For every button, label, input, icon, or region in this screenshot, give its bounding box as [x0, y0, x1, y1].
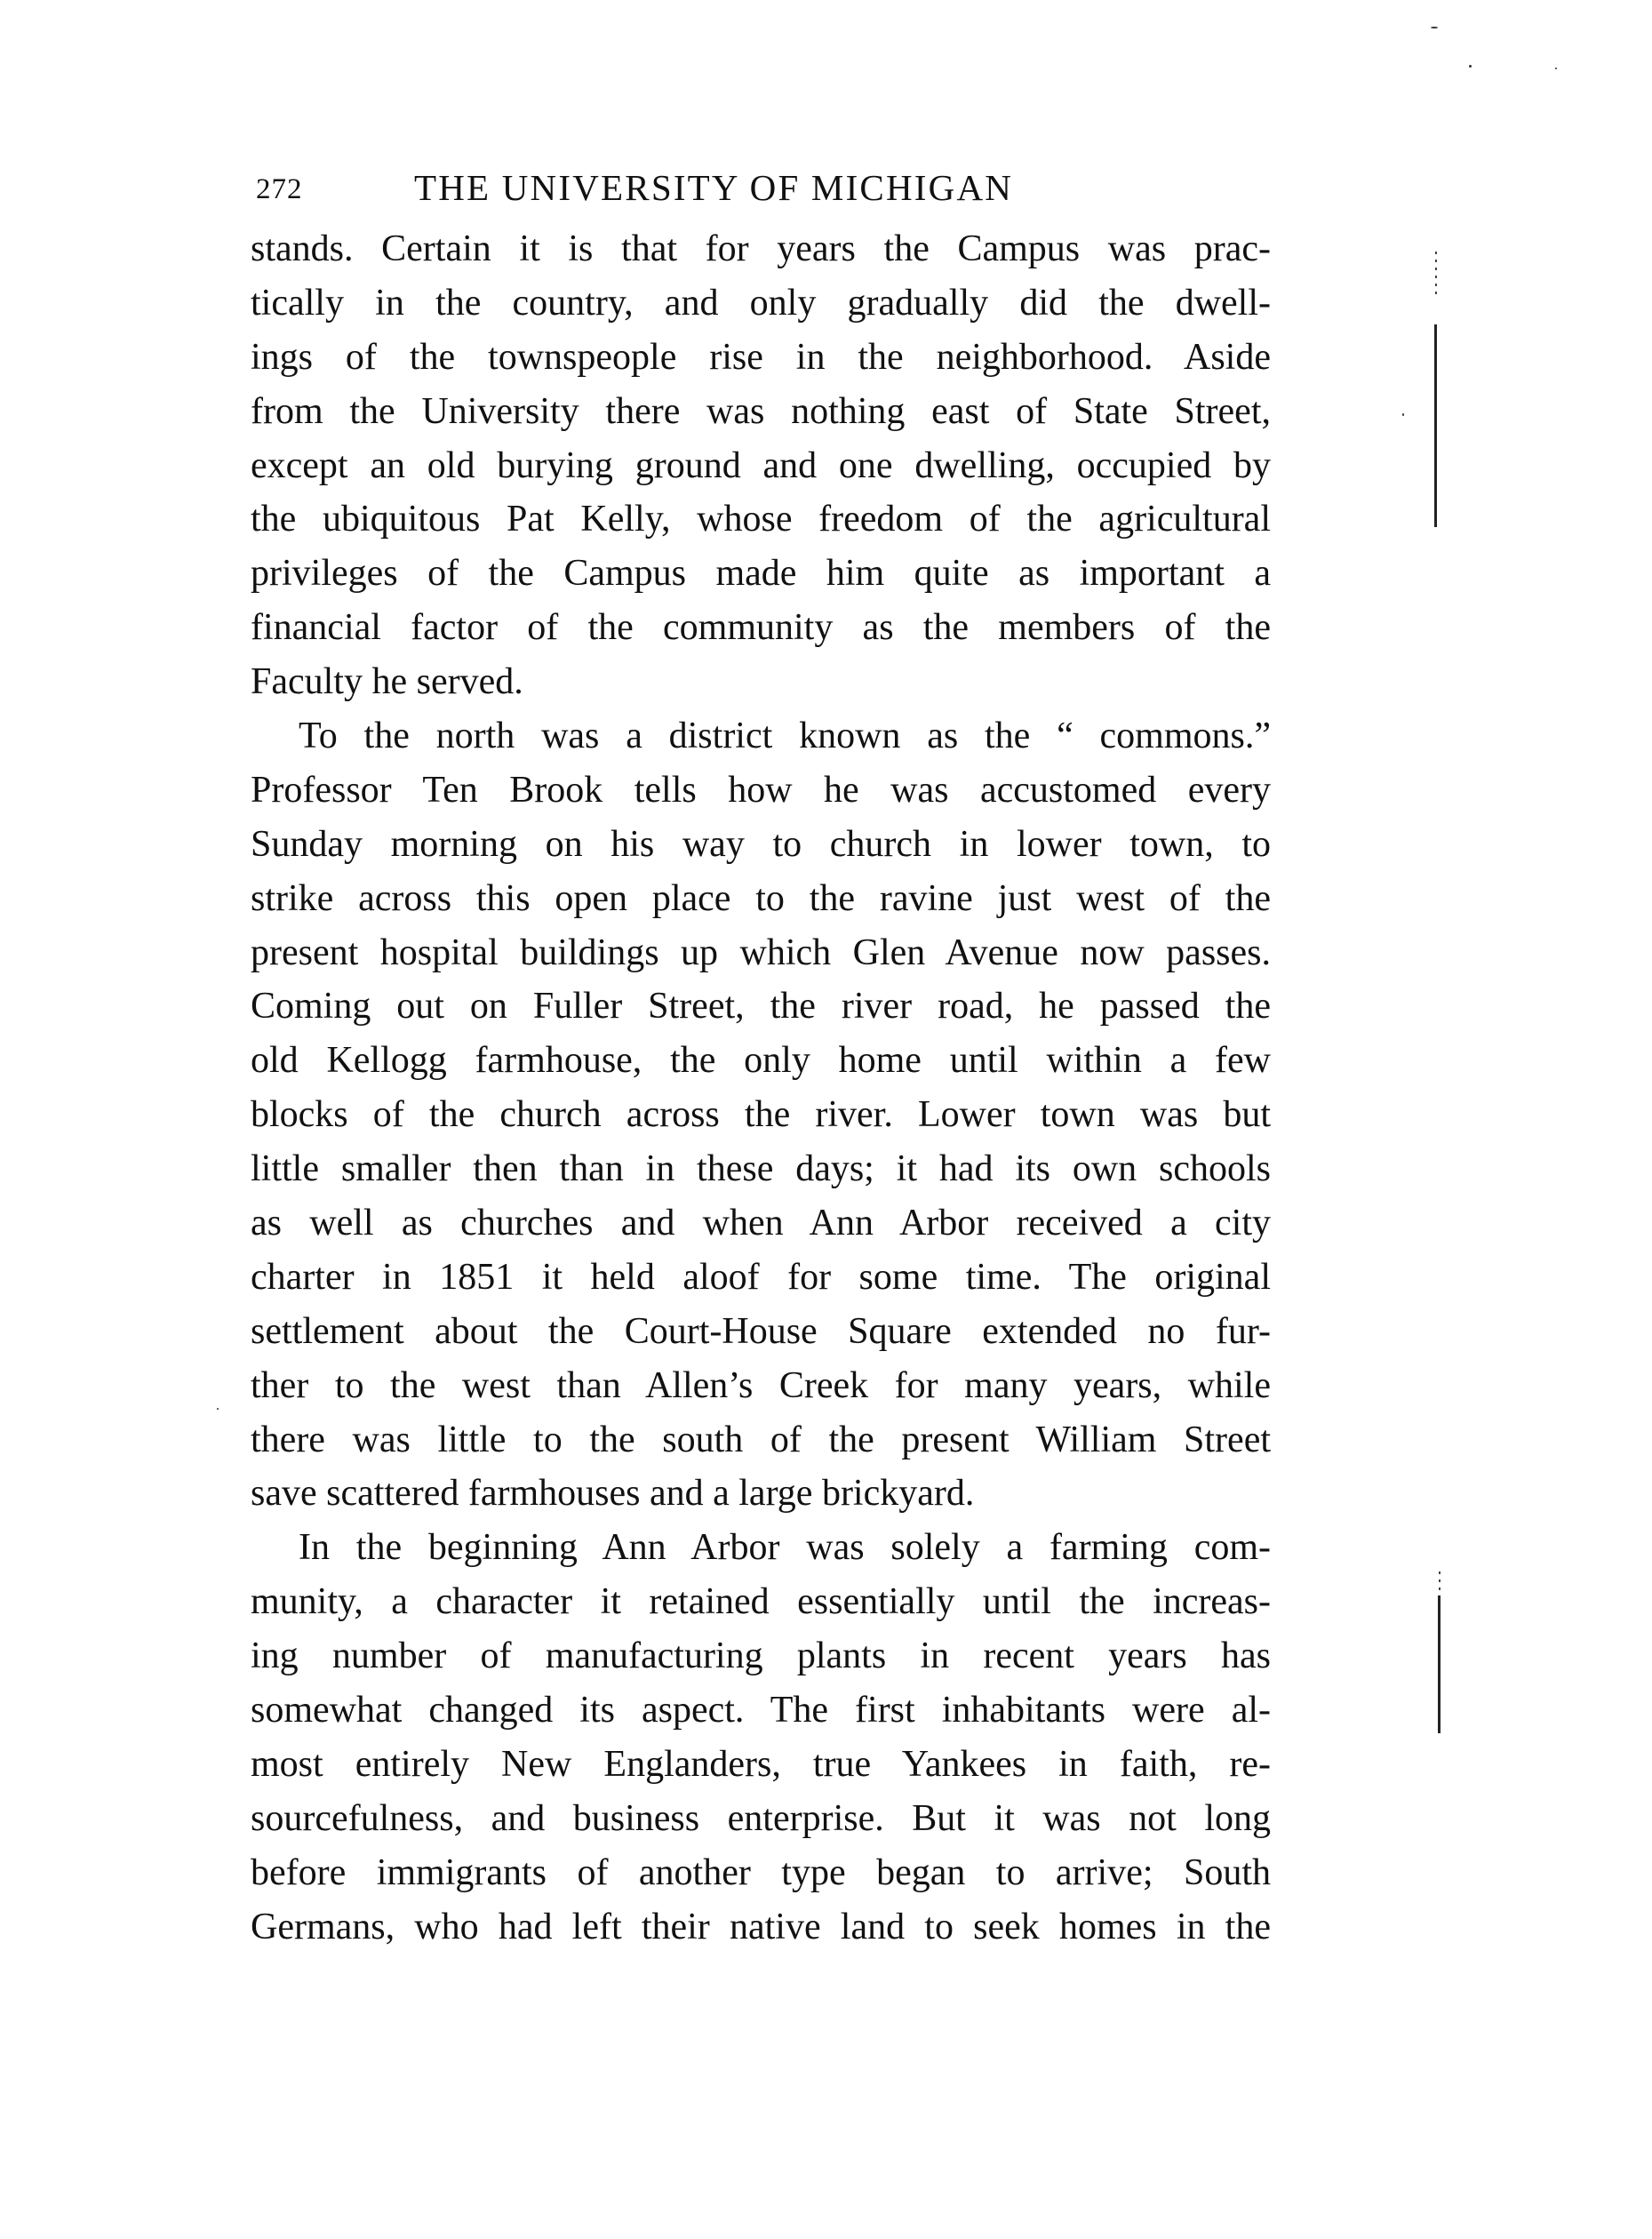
text-line: somewhat changed its aspect. The first inhabitants were al- — [251, 1690, 1271, 1731]
text-line: privileges of the Campus made him quite as important a — [251, 553, 1271, 595]
running-head-title: THE UNIVERSITY OF MICHIGAN — [414, 167, 1014, 208]
text-line: ing number of manufacturing plants in recent years has — [251, 1635, 1271, 1677]
text-line: tically in the country, and only gradually did the dwell- — [251, 282, 1271, 324]
text-line: most entirely New Englanders, true Yankees in faith, re- — [251, 1743, 1271, 1785]
text-line: from the University there was nothing east of State Street, — [251, 390, 1271, 432]
text-line: ings of the townspeople rise in the neighborhood. Aside — [251, 336, 1271, 378]
scan-mark-dotted-upper — [1435, 252, 1437, 300]
text-line: To the north was a district known as the “ commons.” — [299, 716, 1271, 757]
text-line: present hospital buildings up which Glen Avenue now passes. — [251, 932, 1271, 973]
text-line: In the beginning Ann Arbor was solely a farming com- — [299, 1527, 1271, 1569]
text-line: old Kellogg farmhouse, the only home until within a few — [251, 1040, 1271, 1082]
body-text — [251, 222, 1271, 1955]
scan-mark-upper — [1434, 324, 1437, 527]
page-number: 272 — [256, 173, 303, 205]
text-line: there was little to the south of the present William Street — [251, 1419, 1271, 1460]
text-line: as well as churches and when Ann Arbor received a city — [251, 1203, 1271, 1244]
text-line: munity, a character it retained essentially until the increas- — [251, 1581, 1271, 1623]
text-line: the ubiquitous Pat Kelly, whose freedom of the agricultural — [251, 499, 1271, 540]
text-line: sourcefulness, and business enterprise. But it was not long — [251, 1797, 1271, 1839]
running-head — [256, 165, 1271, 210]
scan-mark-dotted-lower — [1439, 1571, 1441, 1598]
text-line: ther to the west than Allen’s Creek for many years, while — [251, 1364, 1271, 1406]
scan-speck — [1431, 27, 1438, 28]
text-line: Professor Ten Brook tells how he was accustomed every — [251, 769, 1271, 811]
text-line: Sunday morning on his way to church in lower town, to — [251, 823, 1271, 865]
text-line: settlement about the Court-House Square extended no fur- — [251, 1310, 1271, 1352]
text-line: Coming out on Fuller Street, the river road, he passed the — [251, 986, 1271, 1028]
scan-mark-lower — [1438, 1595, 1441, 1733]
text-line: charter in 1851 it held aloof for some time. The original — [251, 1256, 1271, 1298]
scan-speck — [1469, 65, 1472, 68]
text-line: little smaller then than in these days; it had its own schools — [251, 1148, 1271, 1190]
scan-speck — [217, 1408, 219, 1410]
paragraph-3 — [251, 1521, 1271, 1954]
scan-speck — [1555, 68, 1557, 69]
text-line: stands. Certain it is that for years the Campus was prac- — [251, 228, 1271, 269]
paragraph-2 — [251, 709, 1271, 1521]
text-line: except an old burying ground and one dwelling, occupied by — [251, 444, 1271, 486]
text-line: Faculty he served. — [251, 661, 523, 703]
paragraph-1 — [251, 222, 1271, 709]
text-line: blocks of the church across the river. Lower town was but — [251, 1094, 1271, 1136]
text-line: save scattered farmhouses and a large brickyard. — [251, 1473, 975, 1515]
text-line: strike across this open place to the ravine just west of the — [251, 877, 1271, 919]
scan-speck — [1402, 413, 1404, 416]
text-line: Germans, who had left their native land to seek homes in the — [251, 1906, 1271, 1947]
text-line: before immigrants of another type began to arrive; South — [251, 1851, 1271, 1893]
text-line: financial factor of the community as the members of the — [251, 607, 1271, 649]
